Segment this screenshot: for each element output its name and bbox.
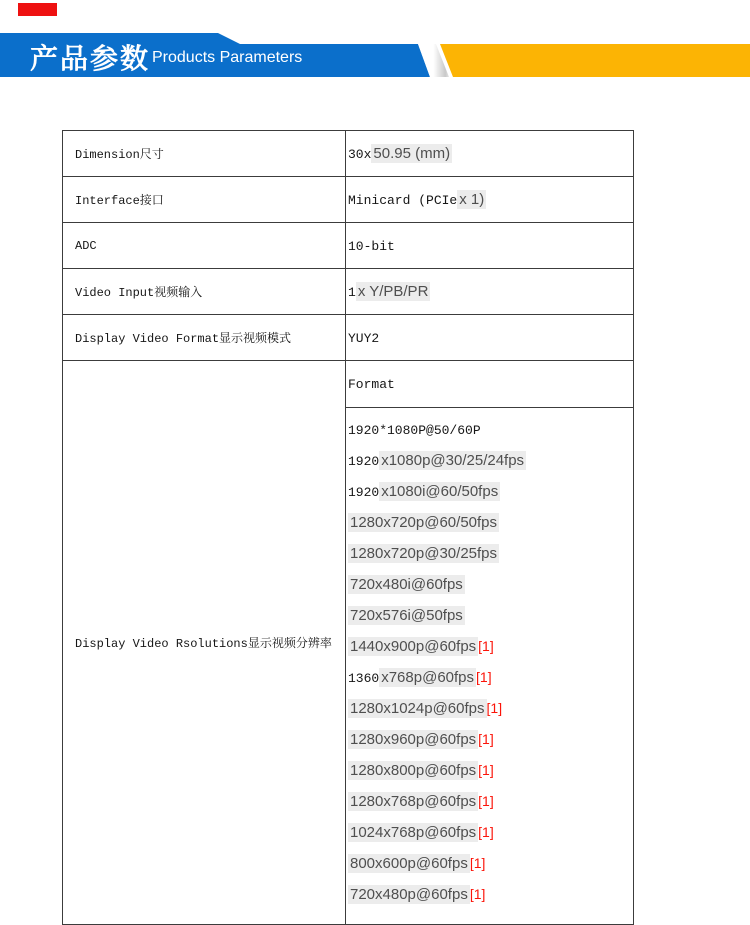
resolutions-label: Display Video Rsolutions显示视频分辨率 <box>63 361 346 925</box>
value-plain-segment: 30x <box>348 146 372 162</box>
resolution-line <box>348 414 633 445</box>
resolution-translated-segment: 1280x768p@60fps <box>350 793 477 810</box>
resolution-line <box>348 848 633 879</box>
param-value <box>346 315 634 361</box>
resolution-line <box>348 755 633 786</box>
param-value <box>346 223 634 269</box>
resolution-translated-segment: 1280x800p@60fps <box>350 762 477 779</box>
resolution-plain-segment: 1920 <box>348 454 380 469</box>
table-row <box>63 223 634 269</box>
param-value <box>346 269 634 315</box>
banner-title-en: Products Parameters <box>152 49 303 66</box>
param-value <box>346 177 634 223</box>
resolution-translated-segment: x1080i@60/50fps <box>381 483 499 500</box>
resolution-translated-segment: 720x480p@60fps <box>350 886 468 903</box>
resolution-line <box>348 476 633 507</box>
param-label: Video Input视频输入 <box>63 269 346 315</box>
param-label: Display Video Format显示视频模式 <box>63 315 346 361</box>
resolution-plain-segment: 1920*1080P@50/60P <box>348 423 481 438</box>
resolution-line <box>348 693 633 724</box>
footnote-ref: [1] <box>478 793 494 809</box>
resolution-translated-segment: 1024x768p@60fps <box>350 824 477 841</box>
resolution-translated-segment: 720x576i@50fps <box>350 607 463 624</box>
param-label: ADC <box>63 223 346 269</box>
footnote-ref: [1] <box>478 638 494 654</box>
param-label: Dimension尺寸 <box>63 131 346 177</box>
resolution-translated-segment: 720x480i@60fps <box>350 576 463 593</box>
footnote-ref: [1] <box>478 824 494 840</box>
value-plain-segment: Minicard (PCIe <box>348 192 458 208</box>
resolution-line <box>348 569 633 600</box>
format-header-text: Format <box>348 377 395 392</box>
resolution-translated-segment: 800x600p@60fps <box>350 855 468 872</box>
value-plain-segment: 10-bit <box>348 238 395 254</box>
banner-title-cn: 产品参数 <box>30 43 151 74</box>
resolution-line <box>348 786 633 817</box>
resolution-translated-segment: 1440x900p@60fps <box>350 638 477 655</box>
resolution-translated-segment: 1280x1024p@60fps <box>350 700 485 717</box>
param-value <box>346 131 634 177</box>
resolution-line <box>348 724 633 755</box>
resolutions-section <box>63 361 634 925</box>
resolution-line <box>348 507 633 538</box>
resolution-translated-segment: x768p@60fps <box>381 669 475 686</box>
resolution-line <box>348 879 633 910</box>
footnote-ref: [1] <box>486 700 503 716</box>
value-translated-segment: 50.95 (mm) <box>373 144 451 162</box>
table-row <box>63 269 634 315</box>
resolution-plain-segment: 1920 <box>348 485 380 500</box>
resolution-line <box>348 600 633 631</box>
param-label: Interface接口 <box>63 177 346 223</box>
value-translated-segment: x 1) <box>459 190 485 208</box>
table-row <box>63 177 634 223</box>
parameters-table <box>62 130 634 925</box>
resolution-translated-segment: 1280x720p@30/25fps <box>350 545 498 562</box>
footnote-ref: [1] <box>478 731 494 747</box>
resolution-line <box>348 631 633 662</box>
footnote-ref: [1] <box>476 669 492 685</box>
section-banner <box>0 0 750 90</box>
resolution-translated-segment: 1280x720p@60/50fps <box>350 514 498 531</box>
resolution-translated-segment: 1280x960p@60fps <box>350 731 477 748</box>
footnote-ref: [1] <box>469 886 486 902</box>
resolution-translated-segment: x1080p@30/25/24fps <box>381 452 525 469</box>
table-row <box>63 315 634 361</box>
table-row <box>63 131 634 177</box>
resolution-line <box>348 817 633 848</box>
resolution-list <box>346 408 634 925</box>
footnote-ref: [1] <box>478 762 494 778</box>
footnote-ref: [1] <box>469 855 486 871</box>
resolution-line <box>348 445 633 476</box>
parameter-rows <box>63 131 634 361</box>
banner-yellow-shape <box>440 44 750 77</box>
resolution-line <box>348 538 633 569</box>
value-translated-segment: x Y/PB/PR <box>357 282 429 300</box>
value-plain-segment: YUY2 <box>348 330 380 346</box>
format-header-cell <box>346 361 634 408</box>
table-row <box>63 361 634 408</box>
value-plain-segment: 1 <box>348 284 356 300</box>
resolution-line <box>348 662 633 693</box>
resolution-plain-segment: 1360 <box>348 671 380 686</box>
